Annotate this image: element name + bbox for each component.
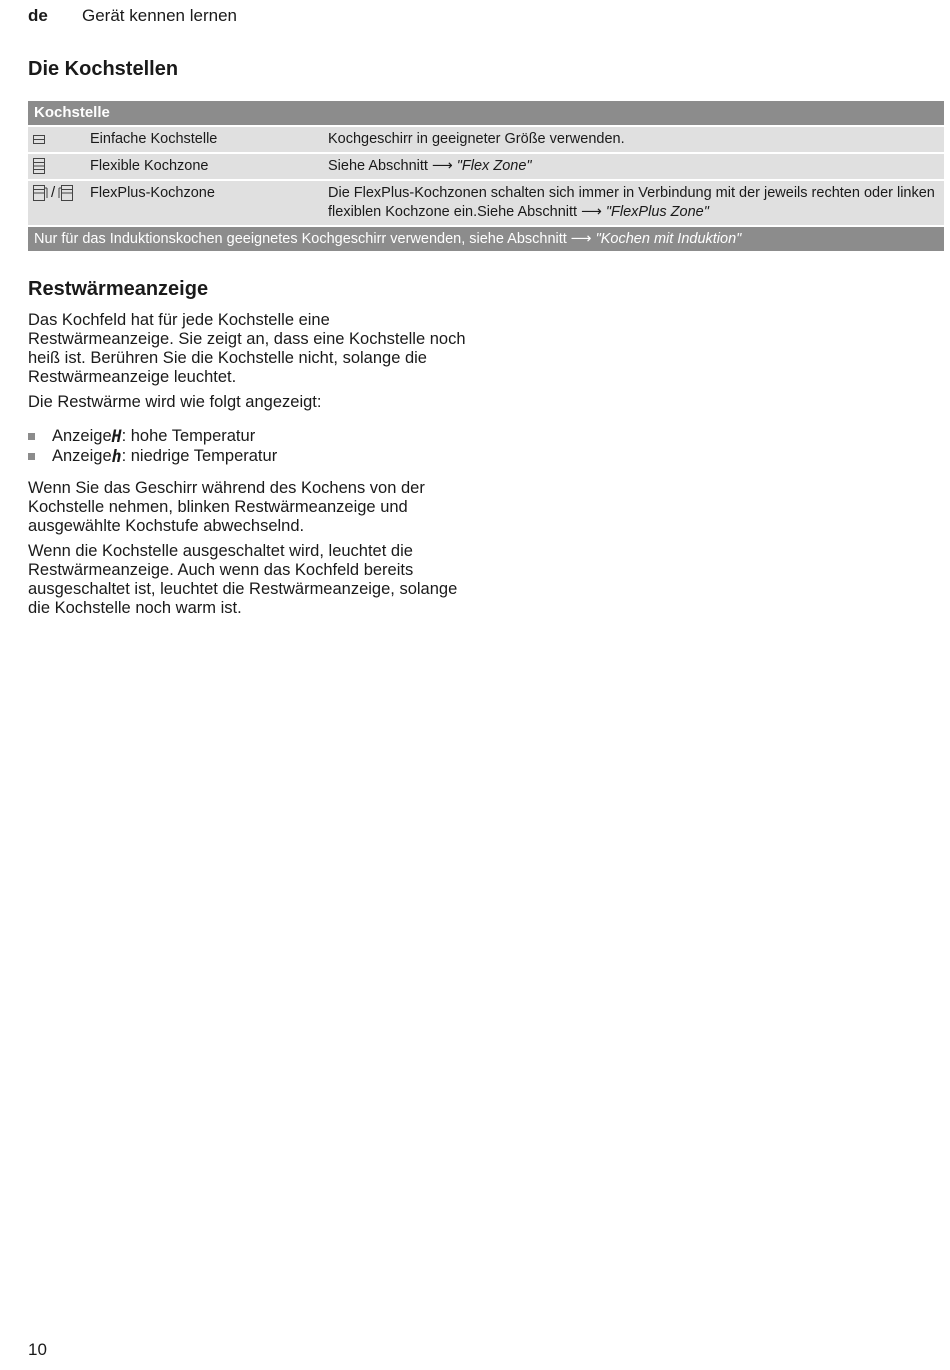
bullet-icon: [28, 433, 35, 440]
section-reference-link[interactable]: "Kochen mit Induktion": [595, 231, 742, 247]
arrow-icon: ⟶: [570, 231, 592, 247]
section-reference-link[interactable]: "FlexPlus Zone": [605, 204, 709, 220]
separator: /: [51, 184, 56, 201]
zone-description: Kochgeschirr in geeigneter Größe verwenden.: [328, 131, 625, 147]
bullet-icon: [28, 453, 35, 460]
page-header: [28, 6, 237, 26]
single-zone-icon: [32, 130, 46, 148]
table-row: [28, 154, 944, 179]
flex-zone-icon: [32, 157, 46, 175]
subsection-title: Restwärmeanzeige: [28, 278, 209, 300]
table-row: [28, 127, 944, 152]
list-item: [28, 426, 468, 446]
flexplus-left-icon: [32, 184, 48, 202]
list-text: : hohe Temperatur: [121, 426, 256, 445]
zone-name: FlexPlus-Kochzone: [90, 185, 215, 201]
description-text: Die FlexPlus-Kochzonen schalten sich immer in Verbindung mit der jeweils rechten oder linken flexiblen Kochzone ein.Siehe Abschnitt: [328, 185, 935, 220]
list-text: Anzeige: [52, 446, 112, 465]
section-title: Die Kochstellen: [28, 58, 179, 80]
description-text: Siehe Abschnitt: [328, 158, 428, 174]
paragraph: Das Kochfeld hat für jede Kochstelle eine Restwärmeanzeige. Sie zeigt an, dass eine Kochstelle noch heiß ist. Berühren Sie die Kochstelle nicht, solange die Restwärmeanzeige leuchtet.: [28, 311, 466, 386]
display-symbol-low: h: [111, 446, 122, 466]
residual-heat-text: [28, 311, 468, 418]
residual-heat-notes: [28, 479, 468, 624]
table-row: [28, 181, 944, 225]
arrow-icon: ⟶: [431, 158, 453, 174]
indicator-list: [28, 426, 468, 466]
page-number: 10: [28, 1340, 47, 1359]
list-text: Anzeige: [52, 426, 112, 445]
zone-description: [328, 157, 944, 176]
cooking-zones-table: [28, 101, 944, 251]
list-text: : niedrige Temperatur: [121, 446, 278, 465]
zone-name: Flexible Kochzone: [90, 158, 209, 174]
indicator-list-block: [28, 426, 468, 466]
chapter-title: Gerät kennen lernen: [82, 6, 237, 25]
flexplus-zone-icon: [58, 184, 74, 202]
zone-name: Einfache Kochstelle: [90, 131, 218, 147]
table-header: Kochstelle: [28, 101, 944, 125]
language-code: de: [28, 6, 48, 25]
paragraph: Die Restwärme wird wie folgt angezeigt:: [28, 393, 322, 411]
arrow-icon: ⟶: [581, 204, 602, 220]
section-reference-link[interactable]: "Flex Zone": [456, 158, 532, 174]
paragraph: Wenn die Kochstelle ausgeschaltet wird, leuchtet die Restwärmeanzeige. Auch wenn das Kochfeld bereits ausgeschaltet ist, leuchtet die Restwärmeanzeige, solange die Kochstelle noch warm ist.: [28, 542, 458, 617]
list-item: [28, 446, 468, 466]
footer-text: Nur für das Induktionskochen geeignetes Kochgeschirr verwenden, siehe Abschnitt: [34, 231, 567, 247]
paragraph: Wenn Sie das Geschirr während des Kochens von der Kochstelle nehmen, blinken Restwärmeanzeige und ausgewählte Kochstufe abwechselnd.: [28, 479, 425, 535]
zone-description: [328, 184, 944, 222]
display-symbol-high: H: [111, 426, 122, 446]
table-footer: [28, 227, 944, 251]
